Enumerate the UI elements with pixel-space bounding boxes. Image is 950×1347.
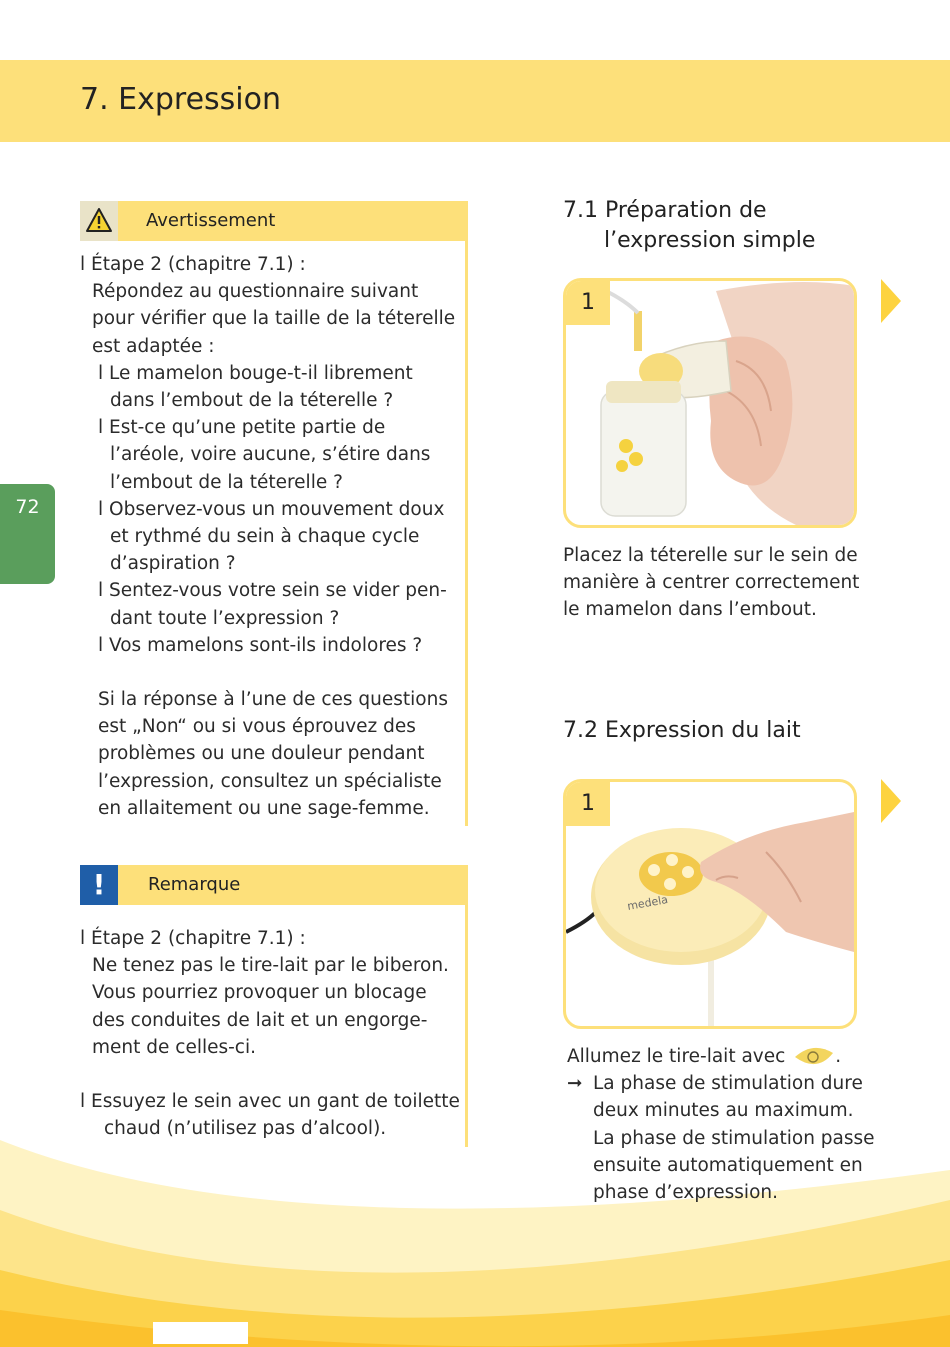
remark-text-line: ment de celles-ci. — [92, 1036, 256, 1058]
question-item — [80, 496, 465, 578]
caption-line: phase d’expression. — [593, 1182, 778, 1204]
remark-item-line: l Essuyez le sein avec un gant de toilette — [80, 1091, 460, 1113]
caption-line: manière à centrer correctement — [563, 572, 860, 594]
section-72-heading: 7.2 Expression du lait — [563, 718, 801, 743]
question-line: l Sentez-vous votre sein se vider pen- — [98, 580, 447, 602]
remark-header — [80, 865, 465, 905]
conclusion-line: Si la réponse à l’une de ces questions — [98, 689, 448, 711]
caption-line: La phase de stimulation dure — [593, 1073, 863, 1095]
caption-line: Placez la téterelle sur le sein de — [563, 545, 858, 566]
warning-box — [80, 201, 468, 826]
page-number: 72 — [15, 496, 40, 518]
step-1-badge: 1 — [566, 782, 610, 826]
question-item — [80, 360, 465, 414]
remark-body — [80, 905, 465, 1142]
page-title: 7. Expression — [80, 82, 282, 117]
question-line: dans l’embout de la téterelle ? — [110, 390, 394, 412]
question-item — [80, 577, 465, 631]
remark-text-line: Vous pourriez provoquer un blocage — [92, 982, 427, 1004]
warning-conclusion — [80, 686, 465, 822]
section-72-caption — [567, 1043, 875, 1206]
bottom-white-slot — [153, 1322, 248, 1344]
brand-label: medela — [626, 893, 669, 913]
warning-body — [80, 241, 465, 822]
warning-icon-box — [80, 201, 118, 241]
remark-text-line: Ne tenez pas le tire-lait par le biberon. — [92, 955, 449, 977]
page-number-tab — [0, 484, 55, 584]
power-button-icon — [791, 1045, 835, 1069]
question-line: dant toute l’expression ? — [110, 607, 340, 629]
step-1-photo-breast-shield — [563, 278, 857, 528]
exclamation-icon: ! — [80, 865, 118, 905]
question-line: l’embout de la téterelle ? — [110, 471, 343, 493]
conclusion-line: problèmes ou une douleur pendant — [98, 743, 425, 765]
spacer — [80, 1061, 465, 1088]
caption-line: deux minutes au maximum. — [593, 1100, 854, 1122]
warning-header — [80, 201, 465, 241]
question-line: l Vos mamelons sont-ils indolores ? — [98, 634, 423, 656]
question-line: d’aspiration ? — [110, 553, 236, 575]
caption-line: le mamelon dans l’embout. — [563, 599, 817, 621]
step-1-photo-pump-unit — [563, 779, 857, 1029]
question-item — [80, 632, 465, 659]
question-line: et rythmé du sein à chaque cycle — [110, 526, 420, 548]
remark-item — [80, 1088, 465, 1142]
caption-line: ensuite automatiquement en — [593, 1154, 863, 1176]
caption-period: . — [835, 1046, 842, 1067]
conclusion-line: est „Non“ ou si vous éprouvez des — [98, 716, 416, 738]
conclusion-line: en allaitement ou une sage-femme. — [98, 797, 430, 819]
remark-step-label: l Étape 2 (chapitre 7.1) : — [80, 928, 306, 949]
question-line: l Est-ce qu’une petite partie de — [98, 417, 386, 439]
next-step-arrow-icon — [881, 779, 901, 823]
question-line: l Observez-vous un mouvement doux — [98, 498, 445, 520]
warning-triangle-icon — [85, 207, 113, 233]
conclusion-line: l’expression, consultez un spécialiste — [98, 770, 442, 792]
warning-intro-line: pour vérifier que la taille de la téterelle — [92, 308, 456, 330]
result-arrow-icon: ➞ — [567, 1073, 583, 1095]
remark-text-line: des conduites de lait et un engorge- — [92, 1009, 428, 1031]
caption-line: La phase de stimulation passe — [593, 1127, 875, 1149]
remark-title: Remarque — [148, 874, 241, 895]
warning-title: Avertissement — [146, 210, 276, 231]
warning-intro-line: est adaptée : — [92, 335, 215, 357]
caption-line: Allumez le tire-lait avec — [567, 1046, 786, 1067]
section-71-heading — [563, 196, 815, 256]
warning-step-label: l Étape 2 (chapitre 7.1) : — [80, 254, 306, 275]
question-item — [80, 414, 465, 496]
question-line: l Le mamelon bouge-t-il librement — [98, 362, 413, 384]
remark-item-line: chaud (n’utilisez pas d’alcool). — [104, 1118, 387, 1140]
section-71-caption — [563, 542, 859, 624]
next-step-arrow-icon — [881, 279, 901, 323]
warning-intro-line: Répondez au questionnaire suivant — [92, 281, 419, 303]
section-71-heading-line: 7.1 Préparation de — [563, 198, 767, 223]
step-1-badge: 1 — [566, 281, 610, 325]
remark-box — [80, 865, 468, 1147]
question-line: l’aréole, voire aucune, s’étire dans — [110, 444, 431, 466]
section-71-heading-line: l’expression simple — [604, 228, 816, 253]
